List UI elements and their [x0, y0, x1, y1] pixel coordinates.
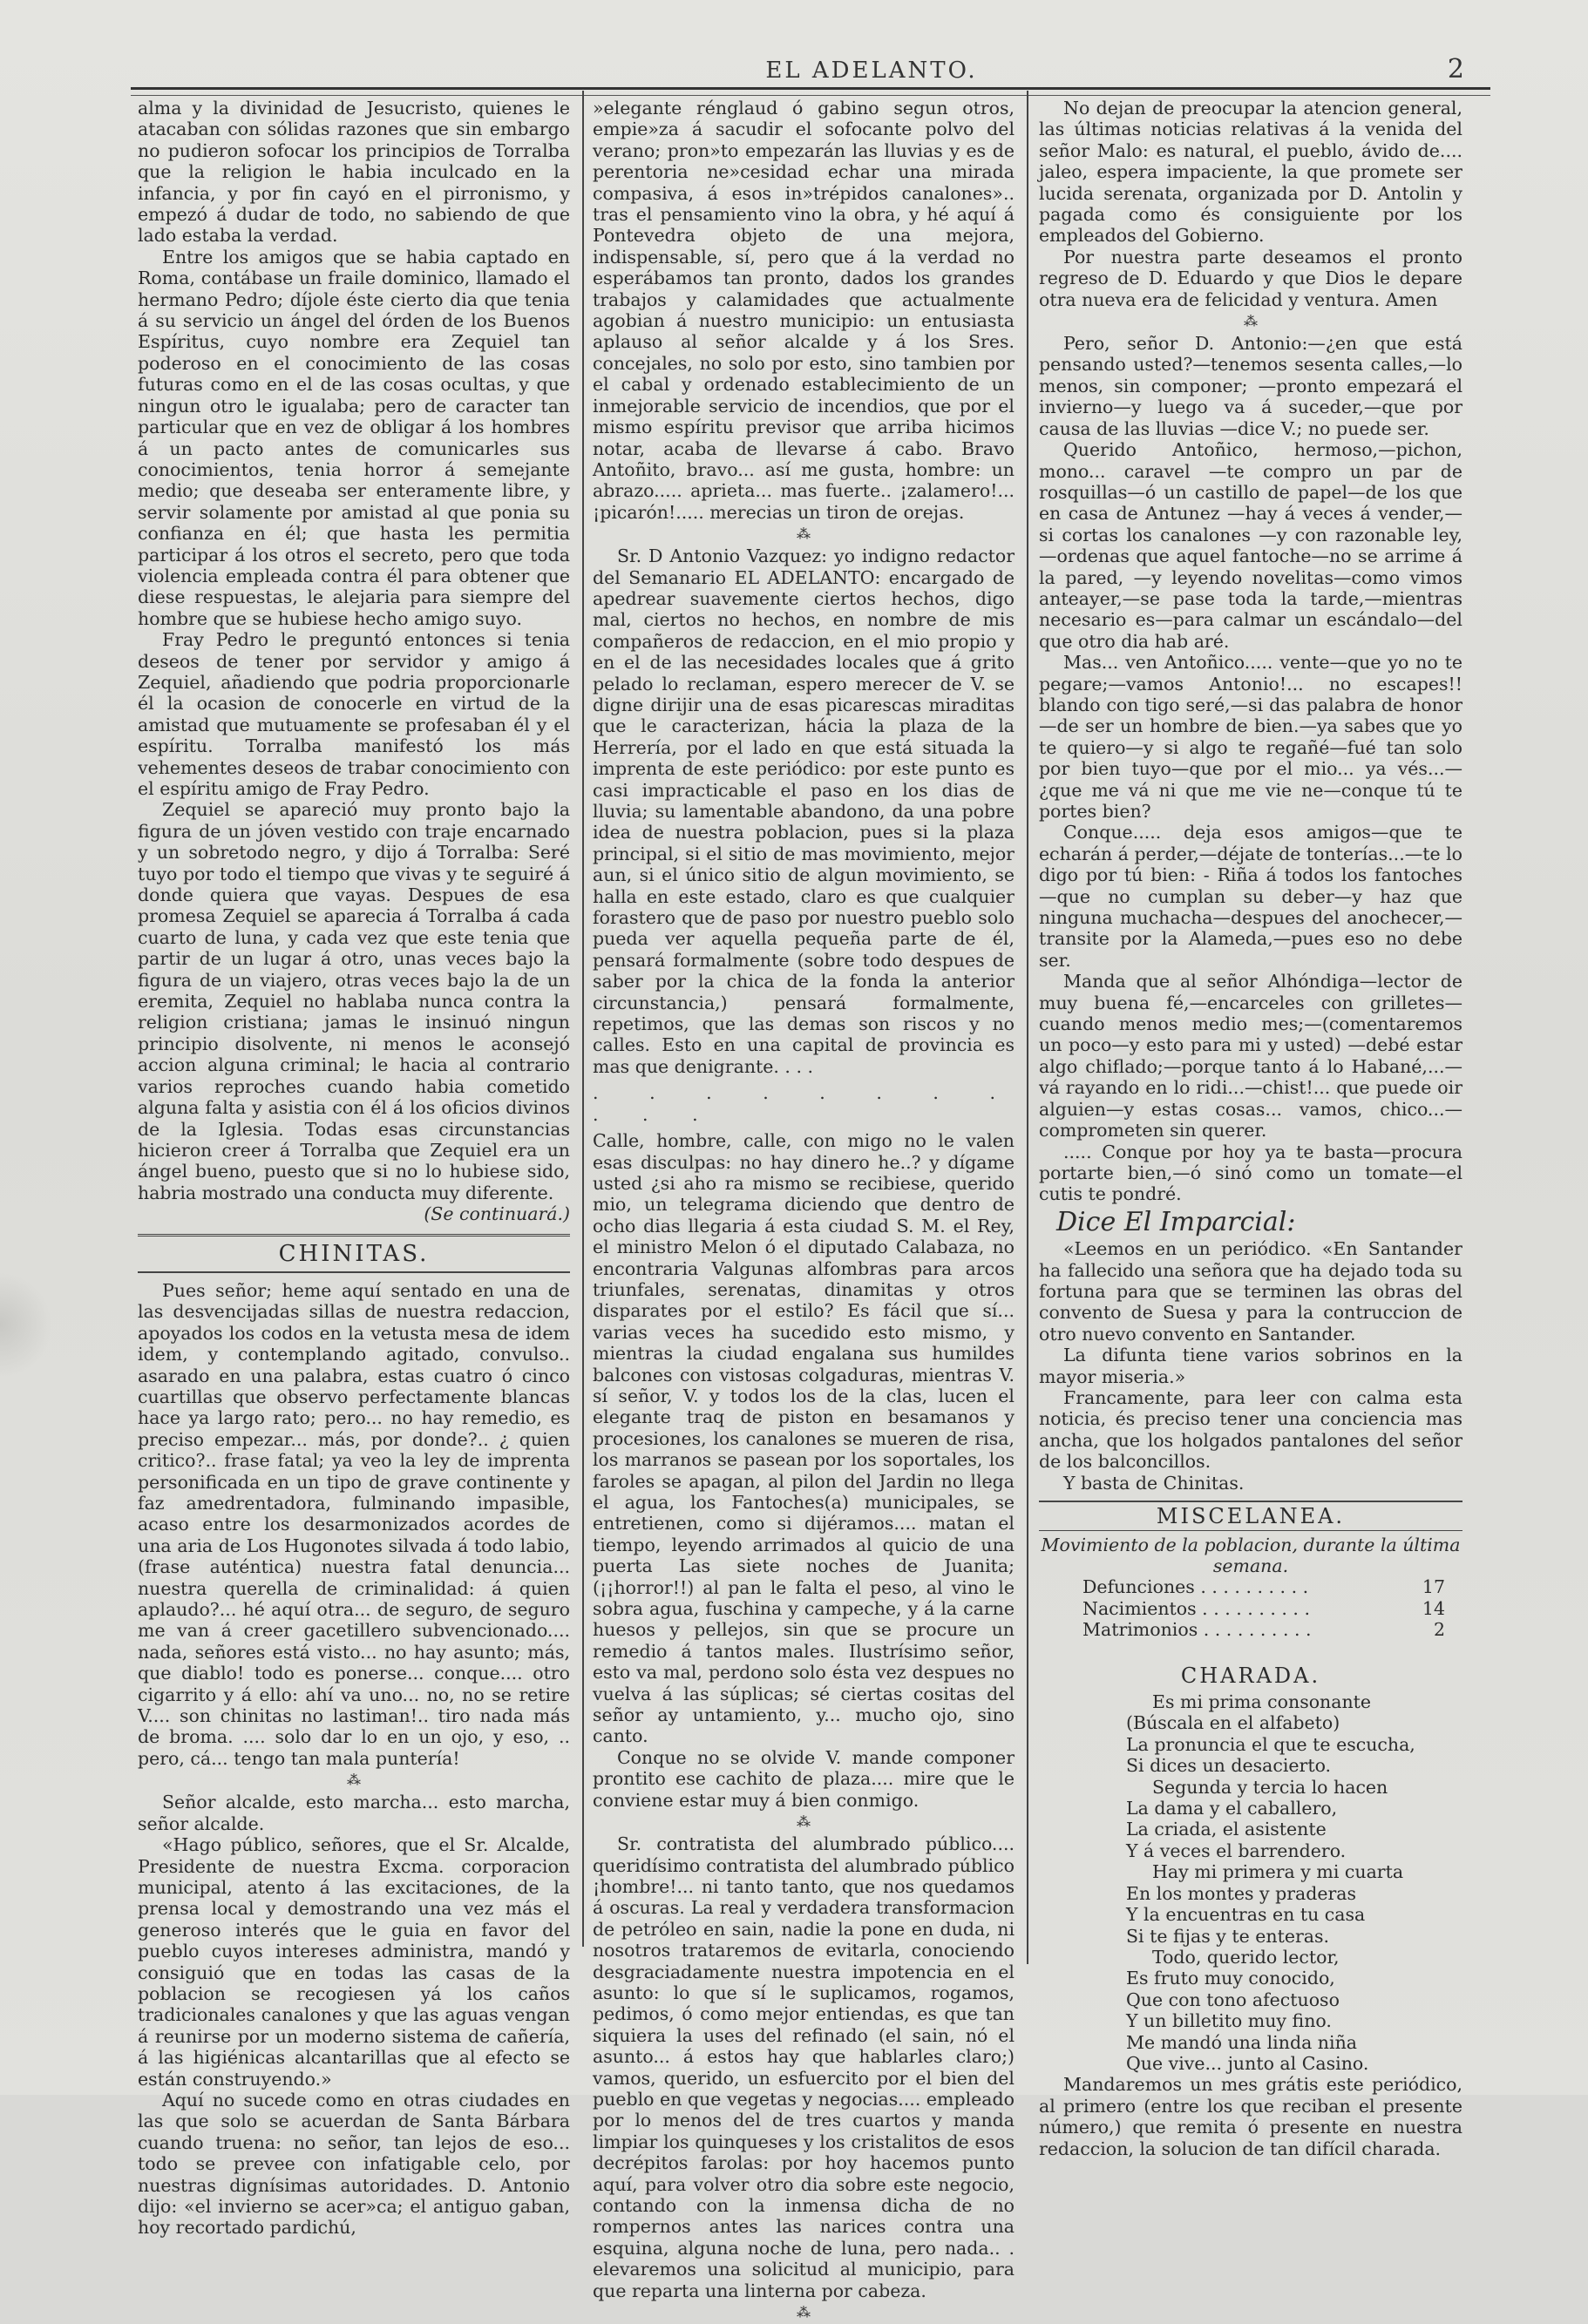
col3-paragraph: Mas... ven Antoñico..... vente—que yo no te pegare;—vamos Antonio!... no escapes!! blando con tigo seré,—si das palabra de honor—de ser un hombre de bien.—ya sabes que yo te quiero—y si algo te regañé—fué tan solo por bien tuyo—que por el mio... ya vés...—¿que me vá ni que me vie ne—conque tú te portes bien? — [1039, 652, 1462, 822]
verse-line: Hay mi primera y mi cuarta — [1152, 1861, 1404, 1883]
continuation-note: (Se continuará.) — [424, 1203, 570, 1225]
verse-line: Y un billetito muy fino. — [1126, 2010, 1332, 2032]
col3-paragraph: Manda que al señor Alhóndiga—lector de muy buena fé,—encarceles con grilletes—cuando menos medio mes;—(comentaremos un poco—y esto para mi y usted) —debé estar algo chiflado;—porque tanto á lo Habané,...—vá rayando en lo ridi...—chist!... que puede oir alguien—y estas cosas... vamos, chico...—comprometen sin querer. — [1039, 971, 1462, 1142]
col2-paragraph: Conque no se olvide V. mande componer prontito ese cachito de plaza.... mire que le conviene estar muy á bien conmigo. — [593, 1746, 1015, 1811]
chinitas-heading: CHINITAS. — [138, 1234, 570, 1273]
stat-value: 2 — [1433, 1619, 1445, 1641]
stat-row — [1039, 1598, 1462, 1619]
verse-line: La dama y el caballero, — [1126, 1798, 1338, 1819]
verse-line: Es mi prima consonante — [1152, 1691, 1372, 1713]
stat-label: Nacimientos . . . — [1082, 1598, 1310, 1619]
col3-paragraph: No dejan de preocupar la atencion general, las últimas noticias relativas á la venida del señor Malo: es natural, el pueblo, ávido de.... jaleo, espera impaciente, la que promete ser lucida serenata, organizada por D. Antolin y pagada como és consiguiente por los empleados del Gobierno. — [1039, 98, 1462, 247]
charada-heading: CHARADA. — [1180, 1663, 1321, 1688]
verse-line: Y la encuentras en tu casa — [1126, 1904, 1366, 1926]
column-rule-2 — [1027, 91, 1028, 1964]
col2-paragraph: Sr. contratista del alumbrado público.... queridísimo contratista del alumbrado público ¡hombre!... ni tanto tanto, que nos quedamos á oscuras. La real y verdadera transformacion de petróleo en sain, nadie la pone en duda, ni nosotros trataremos de evitarla, conociendo desgraciadamente nuestra impotencia en el asunto: lo que sí le suplicamos, rogamos, pedimos, ó como mejor entiendas, es que tan siquiera la uses del refinado (el sain, nó el asunto... á estos hay que hablarles claro;) vamos, querido, un esfuercito por el bien del pueblo en que vegetas y negocias.... empleado por lo menos del de tres cuartos y manda limpiar los quinqueses y los cristalitos de esos decrépitos farolas: por hoy hacemos punto aquí, para volver otro dia sobre este negocio, contando con la inmensa dicha de no rompernos antes las narices contra una esquina, alguna noche de luna, pero nada.. . elevaremos una solicitud al municipio, para que reparta una linterna por cabeza. — [593, 1833, 1015, 2301]
miscelanea-subtitle: Movimiento de la poblacion, durante la última semana. — [1041, 1535, 1461, 1577]
column-2 — [593, 98, 1015, 2324]
top-rule — [131, 87, 1490, 96]
stat-label: Defunciones . . . — [1082, 1576, 1308, 1597]
charada-verse — [1039, 1691, 1462, 2074]
verse-line: La criada, el asistente — [1126, 1819, 1327, 1840]
col2-paragraph: Calle, hombre, calle, con migo no le valen esas disculpas: no hay dinero he..? y dígame usted ¿si aho ra mismo se recibiese, querido mio, un telegrama diciendo que dentro de ocho dias llegaria á esta ciudad S. M. el Rey, el ministro Melon ó el diputado Calabaza, no encontraria Valgunas alfombras para arcos triunfales, serenatas, dinamitas y otros disparates por el estilo? Es fácil que sí... varias veces ha sucedido esto mismo, y mientras la ciudad engalana sus humildes balcones con vistosas colgaduras, mientras V. sí señor, V. y todos los de la clas, lucen el elegante traq de piston en besamanos y procesiones, los canalones se mueren de risa, los marranos se pasean por los soportales, los faroles se apagan, al pilon del Jardin no llega el agua, los Fantoches(a) municipales, se entretienen, como si dijéramos.... matan el tiempo, leyendo arrimados al quicio de una puerta Las siete noches de Juanita; (¡¡horror!!) al pan le falta el peso, al vino le sobra agua, fuschina y campeche, y á la carne huesos y pellejos, sin que se procure un remedio á tantos males. Ilustrísimo señor, esto va mal, perdono solo ésta vez despues no vuelva á las súplicas; sé ciertas cositas del señor ay untamiento, y... mucho ojo, sino canto. — [593, 1130, 1015, 1747]
dice-paragraph: Francamente, para leer con calma esta noticia, és preciso tener una conciencia mas ancha, que los holgados pantalones del señor de los balconcillos. — [1039, 1386, 1462, 1473]
dotted-separator: . . . . . . . . . . . — [593, 1082, 1015, 1125]
masthead — [131, 52, 1490, 87]
column-rule-1 — [582, 91, 584, 1947]
closing-paragraph: Mandaremos un mes grátis este periódico, al primero (entre los que reciban el presente número,) que remita ó presente en nuestra redaccion, la solucion de tan difícil charada. — [1039, 2074, 1462, 2159]
newspaper-title: EL ADELANTO. — [765, 58, 978, 84]
col1-paragraph: Zequiel se apareció muy pronto bajo la figura de un jóven vestido con traje encarnado y un sobretodo negro, y dijo á Torralba: Seré tuyo por todo el tiempo que vivas y te seguiré á donde quiera que vayas. Despues de esa promesa Zequiel se aparecia á Torralba á cada cuarto de luna, y cada vez que este tenia que partir de un lugar á otro, unas veces bajo la figura de un viajero, otras veces bajo la de un eremita, Zequiel no hablaba nunca contra la religion cristiana; jamas le insinuó ningun principio disolvente, ni menos le aconsejó accion alguna criminal; le hacia al contrario varios reproches cuando habia cometido alguna falta y asistia con él á los oficios divinos de la Iglesia. Todas esas circunstancias hicieron creer á Torralba que Zequiel era un ángel bueno, puesto que si no lo hubiese sido, habria mostrado una conducta muy diferente. — [138, 799, 570, 1203]
stat-row — [1039, 1619, 1462, 1640]
dice-paragraph: La difunta tiene varios sobrinos en la mayor miseria.» — [1039, 1345, 1462, 1387]
col1-paragraph: Fray Pedro le preguntó entonces si tenia deseos de tener por servidor y amigo á Zequiel, añadiendo que podria proporcionarle él la ocasion de conocerle en virtud de la amistad que mutuamente se profesaban él y el espíritu. Torralba manifestó los más vehementes deseos de trabar conocimiento con el espíritu amigo de Fray Pedro. — [138, 629, 570, 799]
dice-paragraph: Y basta de Chinitas. — [1063, 1472, 1245, 1494]
section-separator: ⁂ — [797, 2304, 811, 2321]
col1-paragraph: alma y la divinidad de Jesucristo, quienes le atacaban con sólidas razones que sin embargo no pudieron sofocar los principios de Torralba que la religion le habia inculcado en la infancia, y por fin cayó en el pirronismo, y empezó á dudar de todo, no sabiendo de que lado estaba la verdad. — [138, 98, 570, 247]
verse-line: Es fruto muy conocido, — [1126, 1968, 1335, 1989]
verse-line: Y á veces el barrendero. — [1126, 1840, 1347, 1861]
column-1 — [138, 98, 570, 2239]
page-number: 2 — [1447, 54, 1464, 85]
verse-line: Si dices un desacierto. — [1126, 1755, 1332, 1777]
dice-imparcial-heading: Dice El Imparcial: — [1056, 1206, 1296, 1237]
verse-line: Todo, querido lector, — [1152, 1946, 1340, 1968]
paper-stain — [0, 1272, 52, 1377]
section-separator: ⁂ — [347, 1772, 361, 1789]
chinitas-paragraph: Señor alcalde, esto marcha... esto marcha, señor alcalde. — [138, 1792, 570, 1834]
chinitas-paragraph: «Hago público, señores, que el Sr. Alcalde, Presidente de nuestra Excma. corporacion municipal, atento á las excitaciones, de la prensa local y demostrando una vez más el generoso interés que le guia en favor del pueblo cuyos intereses administra, mandó y consiguió que en todas las casas de la poblacion se recogiesen yá los caños tradicionales canalones y que las aguas vengan á reunirse por un moderno sistema de cañería, á las higiénicas alcantarillas que al efecto se están construyendo.» — [138, 1834, 570, 2090]
stat-value: 14 — [1422, 1597, 1445, 1619]
col2-paragraph: Sr. D Antonio Vazquez: yo indigno redactor del Semanario EL ADELANTO: encargado de apedrear suavemente ciertos hechos, digo mal, ciertos no hechos, en nombre de mis compañeros de redaccion, en el mio propio y en el de las necesidades locales que á grito pelado lo reclaman, espero merecer de V. se digne dirijir una de esas picarescas miraditas que le caracterizan, hácia la plaza de la Herrería, por el lado en que está situada la imprenta de este periódico: por este punto es casi impracticable el paso en los dias de lluvia; su lamentable abandono, da una pobre idea de nuestra poblacion, pues si la plaza principal, si el sitio de mas movimiento, mejor aun, si el único sitio de algun movimiento, se halla en este estado, claro es que cualquier forastero que de paso por nuestro pueblo solo pueda ver aquella pequeña parte de él, pensará formalmente (sobre todo despues de saber por la chica de la fonda la anterior circunstancia,) pensará formalmente, repetimos, que las demas son riscos y no calles. Esto en una capital de provincia es mas que denigrante. . . . — [593, 545, 1015, 1077]
col2-paragraph: »elegante rénglaud ó gabino segun otros, empie»za á sacudir el sofocante polvo del verano; pron»to empezarán las lluvias y es de perentoria ne»cesidad echar una mirada compasiva, á esos in»trépidos canalones».. tras el pensamiento vino la obra, y hé aquí á Pontevedra objeto de una mejora, indispensable, sí, pero que á la verdad no esperábamos tan pronto, dados los grandes trabajos y calamidades que actualmente agobian á nuestro municipio: un entusiasta aplauso al señor alcalde y á los Sres. concejales, no solo por esto, sino tambien por el cabal y ordenado establecimiento de un inmejorable servicio de incendios, que por el mismo espíritu previsor que arriba hicimos notar, acaba de llevarse á cabo. Bravo Antoñito, bravo... así me gusta, hombre: un abrazo..... aprieta... mas fuerte.. ¡zalamero!... ¡picarón!..... merecias un tiron de orejas. — [593, 98, 1015, 523]
dice-paragraph: «Leemos en un periódico. «En Santander ha fallecido una señora que ha dejado toda su fortuna para que se terminen las obras del convento de Suesa y para la contruccion de otro nuevo convento en Santander. — [1039, 1238, 1462, 1345]
stat-value: 17 — [1422, 1576, 1445, 1598]
section-separator: ⁂ — [797, 1813, 811, 1831]
col1-paragraph: Entre los amigos que se habia captado en Roma, contábase un fraile dominico, llamado el hermano Pedro; díjole éste cierto dia que tenia á su servicio un ángel del órden de los Buenos Espíritus, cuyo nombre era Zequiel tan poderoso en el conocimiento de las cosas futuras como en el de las cosas ocultas, y que ningun otro le igualaba; pero de caracter tan particular que en vez de obligar á los hombres á un pacto antes de comunicarles sus conocimientos, tenia horror á semejante medio; que deseaba ser enteramente libre, y servir solamente por amistad al que ponia su confianza en él; que hasta les permitia participar á los otros el secreto, pero que toda violencia empleada contra él para obtener que diese respuestas, le alejaria para siempre del hombre que se hubiese hecho amigo suyo. — [138, 246, 570, 629]
verse-line: Me mandó una linda niña — [1126, 2031, 1357, 2053]
stat-label: Matrimonios . . . — [1082, 1619, 1312, 1640]
col3-paragraph: Por nuestra parte deseamos el pronto regreso de D. Eduardo y que Dios le depare otra nueva era de felicidad y ventura. Amen — [1039, 246, 1462, 310]
verse-line: Que con tono afectuoso — [1126, 1989, 1340, 2010]
verse-line: Si te fijas y te enteras. — [1126, 1925, 1330, 1947]
chinitas-paragraph: Pues señor; heme aquí sentado en una de las desvencijadas sillas de nuestra redaccion, apoyados los codos en la vetusta mesa de idem idem, y contemplando agitado, convulso.. asarado en una palabra, estas cuatro ó cinco cuartillas que observo perfectamente blancas hace ya largo rato; pero... no hay remedio, es preciso empezar... más, por donde?.. ¿ quien critico?.. frase fatal; ya veo la ley de imprenta personificada en un tipo de grave continente y faz amedrentadora, fulminando impasible, acaso entre los desarmonizados acordes de una aria de Los Hugonotes silvada á todo labio, (frase auténtica) nuestra fatal denuncia... nuestra querella de criminalidad: á quien aplaudo?... hé aquí otra... de seguro, de seguro me van á creer gacetillero subvencionado.... nada, señores está visto... no hay asunto; más, que diablo! todo es ponerse... conque.... otro cigarrito y á ello: ahí va uno... no, no se retire V.... son chinitas no lastiman!.. tiro nada más de broma. .... solo dar lo en un ojo, y eso, .. pero, cá... tengo tan mala puntería! — [138, 1279, 570, 1769]
verse-line: En los montes y praderas — [1126, 1882, 1357, 1904]
chinitas-paragraph: Aquí no sucede como en otras ciudades en las que solo se acuerdan de Santa Bárbara cuando truena: no señor, tan lejos de eso... todo se prevee con infatigable celo, por nuestras dignísimas autoridades. D. Antonio dijo: «el invierno se acer»ca; el antiguo gaban, hoy recortado pardichú, — [138, 2089, 570, 2239]
col3-paragraph: Conque..... deja esos amigos—que te echarán á perder,—déjate de tonterías...—te lo digo por tú bien: - Riña á todos los fantoches—que no cumplan su deber—y haz que ninguna muchacha—despues del anochecer,—transite por la Alameda,—pues eso no debe ser. — [1039, 822, 1462, 971]
col3-paragraph: ..... Conque por hoy ya te basta—procura portarte bien,—ó sinó como un tomate—el cutis te pondré. — [1039, 1141, 1462, 1205]
col3-paragraph: Pero, señor D. Antonio:—¿en que está pensando usted?—tenemos sesenta calles,—lo menos, sin componer; —pronto empezará el invierno—y luego va á suceder,—que por causa de las lluvias —dice V.; no puede ser. — [1039, 333, 1462, 439]
column-3 — [1039, 98, 1462, 2159]
section-separator: ⁂ — [1244, 313, 1258, 330]
miscelanea-heading: MISCELANEA. — [1039, 1501, 1462, 1531]
stat-row — [1039, 1576, 1462, 1597]
verse-line: (Búscala en el alfabeto) — [1126, 1712, 1340, 1734]
verse-line: Que vive... junto al Casino. — [1126, 2052, 1369, 2074]
verse-line: Segunda y tercia lo hacen — [1152, 1776, 1388, 1798]
col3-paragraph: Querido Antoñico, hermoso,—pichon, mono... caravel —te compro un par de rosquillas—ó un castillo de papel—de los que en casa de Antunez —hay á veces á vender,—si cortas los canalones —y con razonable ley,—ordenas que aquel fantoche—no se arrime á la pared, —y leyendo novelitas—como vimos anteayer,—se pase toda la tarde,—mientras necesario es—para calmar un escándalo—del que otro dia hab aré. — [1039, 439, 1462, 652]
verse-line: La pronuncia el que te escucha, — [1126, 1733, 1415, 1755]
section-separator: ⁂ — [797, 525, 811, 543]
